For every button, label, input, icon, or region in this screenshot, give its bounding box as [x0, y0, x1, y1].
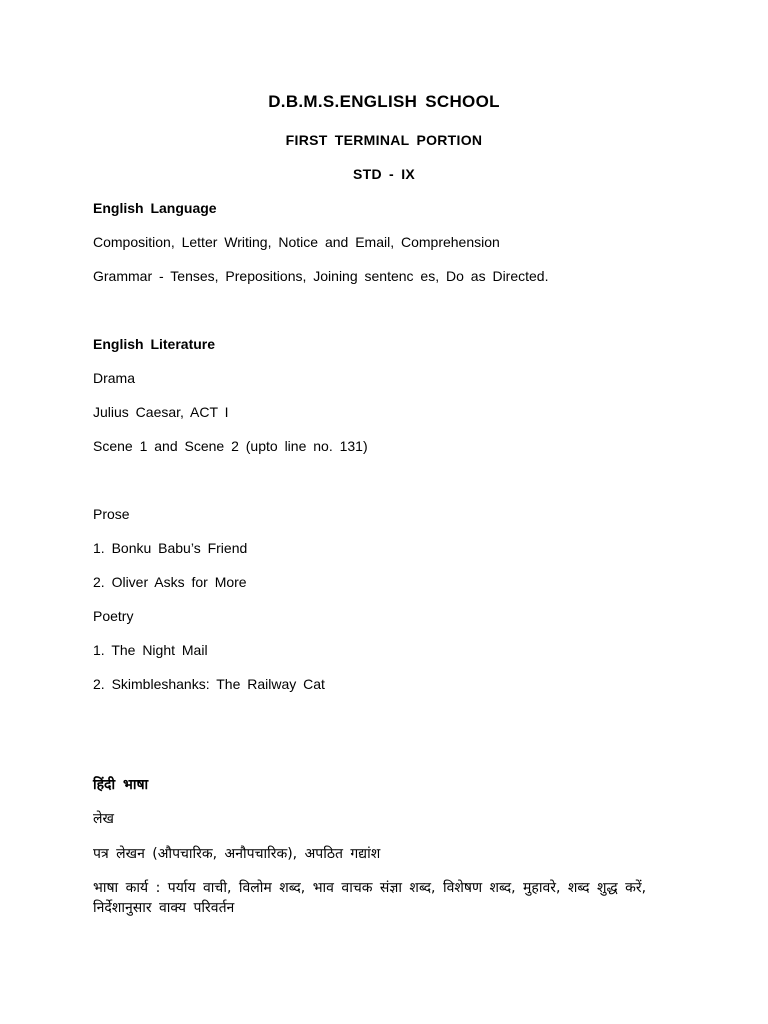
poetry-label: Poetry	[93, 608, 134, 624]
prose-item-1: 1. Bonku Babu’s Friend	[93, 540, 248, 556]
drama-scenes: Scene 1 and Scene 2 (upto line no. 131)	[93, 438, 368, 454]
prose-label: Prose	[93, 506, 130, 522]
hindi-heading: हिंदी भाषा	[93, 777, 149, 793]
standard-label: STD - IX	[352, 166, 416, 182]
hindi-lekh: लेख	[93, 811, 114, 827]
english-language-line-1: Composition, Letter Writing, Notice and Email, Comprehension	[93, 234, 500, 250]
english-language-line-2: Grammar - Tenses, Prepositions, Joining sentenc es, Do as Directed.	[93, 268, 549, 284]
hindi-bhasha-karya: भाषा कार्य : पर्याय वाची, विलोम शब्द, भाव वाचक संज्ञा शब्द, विशेषण शब्द, मुहावरे, शब्द शुद्ध करें, निर्देशानुसार वाक्य परिवर्तन	[93, 880, 647, 916]
poetry-item-2: 2. Skimbleshanks: The Railway Cat	[93, 676, 325, 692]
english-language-heading: English Language	[93, 200, 217, 216]
portion-title: FIRST TERMINAL PORTION	[285, 132, 483, 148]
school-name: D.B.M.S.ENGLISH SCHOOL	[268, 92, 500, 111]
poetry-item-1: 1. The Night Mail	[93, 642, 208, 658]
prose-item-2: 2. Oliver Asks for More	[93, 574, 247, 590]
hindi-patra-lekhan: पत्र लेखन (औपचारिक, अनौपचारिक), अपठित गद्यांश	[93, 846, 381, 862]
english-literature-heading: English Literature	[93, 336, 216, 352]
drama-label: Drama	[93, 370, 136, 386]
drama-title: Julius Caesar, ACT I	[93, 404, 229, 420]
